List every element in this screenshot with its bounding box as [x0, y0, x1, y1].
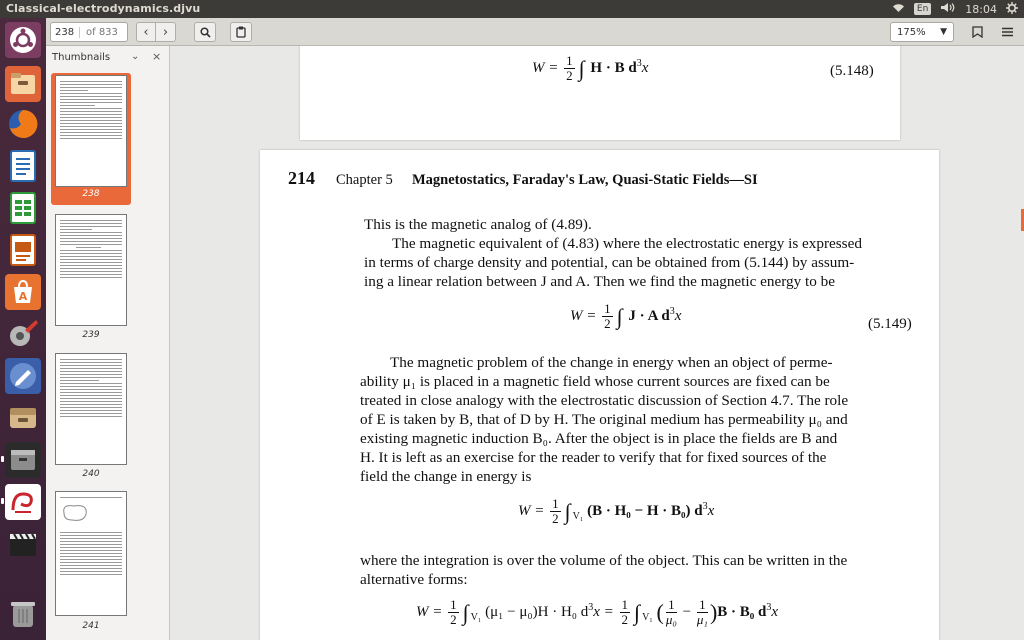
previous-page-button[interactable] [136, 22, 156, 42]
document-view[interactable] [170, 46, 1024, 640]
thumbnail-page-240[interactable] [51, 351, 131, 483]
launcher-texteditor-button[interactable] [5, 358, 41, 394]
drive-icon [8, 404, 38, 432]
current-page [260, 150, 939, 640]
fraction-half [620, 598, 631, 627]
equation-variable: x [707, 502, 715, 519]
thumbnail-label: 239 [82, 330, 100, 340]
hamburger-menu-icon [1002, 27, 1013, 37]
fraction-half [564, 54, 575, 83]
fraction-half [602, 302, 613, 331]
software-center-icon [10, 279, 36, 305]
launcher-files-button[interactable] [5, 66, 41, 102]
integral-subscript: V₁ [572, 510, 584, 522]
top-panel [0, 0, 1024, 18]
paragraph-line: existing magnetic induction B₀. After the object is in place the fields are B and [360, 430, 838, 447]
file-manager-icon [10, 72, 36, 96]
fraction-half [550, 497, 561, 526]
paragraph-line: ability μ₁ is placed in a magnetic field whose current sources are fixed can be [360, 373, 830, 390]
zoom-select[interactable] [890, 22, 954, 42]
chevron-right-icon: › [162, 24, 169, 40]
fraction-inverse-mu1 [697, 598, 708, 627]
fraction-half [448, 598, 459, 627]
paragraph-line: This is the magnetic analog of (4.89). [364, 216, 592, 233]
fraction-numerator: 1 [450, 597, 457, 612]
equation-superscript: 3 [766, 601, 772, 613]
system-settings-icon [7, 318, 39, 350]
paragraph-line: field the change in energy is [360, 468, 532, 485]
integral-sign: ∫ [462, 599, 469, 625]
equation-variable: x [771, 603, 779, 620]
launcher-software-button[interactable] [5, 274, 41, 310]
fraction-denominator: 2 [552, 511, 559, 526]
equation-superscript: 3 [636, 57, 642, 69]
equation-lhs: W = [518, 502, 549, 519]
chevron-left-icon: ‹ [143, 24, 149, 40]
paragraph-line: The magnetic equivalent of (4.83) where the electrostatic energy is expressed [392, 235, 862, 252]
fraction-denominator: 2 [621, 612, 629, 627]
text-editor-icon [9, 362, 37, 390]
system-tray [892, 1, 1018, 17]
trash-icon [10, 599, 36, 629]
equation-5-149 [570, 302, 681, 331]
svg-text:A: A [18, 290, 28, 303]
thumbnail-image [55, 75, 127, 187]
keyboard-language-badge[interactable]: En [914, 3, 931, 15]
launcher-document-viewer-button[interactable] [5, 484, 41, 520]
impress-presentation-icon [9, 234, 37, 266]
equation-energy-change [518, 497, 714, 526]
page-number: 214 [288, 168, 315, 188]
page-number-input[interactable]: 238 [55, 26, 75, 38]
annotations-button[interactable] [230, 22, 252, 42]
thumbnail-label: 241 [82, 621, 100, 631]
thumbnail-image [55, 353, 127, 465]
close-paren: ) [709, 599, 718, 625]
integral-sign: ∫ [634, 599, 641, 625]
fraction-denominator: 2 [566, 68, 573, 83]
launcher-calc-button[interactable] [5, 190, 41, 226]
paragraph-line: of E is taken by B, that of D by H. The original medium has permeability μ₀ and [360, 411, 848, 428]
launcher-files2-button[interactable] [5, 400, 41, 436]
thumbnails-sidebar [46, 46, 170, 640]
integral-sign: ∫ [564, 498, 571, 524]
find-button[interactable] [194, 22, 216, 42]
paragraph-line: where the integration is over the volume of the object. This can be written in the [360, 552, 848, 569]
equation-lhs: W = [570, 307, 601, 324]
fraction-denominator: μ₁ [696, 612, 708, 627]
firefox-icon [7, 108, 39, 140]
fraction-numerator: 1 [697, 598, 708, 613]
integral-subscript: V₁ [470, 611, 482, 623]
equation-superscript: 3 [669, 305, 675, 317]
launcher-writer-button[interactable] [5, 148, 41, 184]
thumbnail-image [55, 491, 127, 616]
paragraph-line: ing a linear relation between J and A. Then we find the magnetic energy to be [364, 273, 835, 290]
fraction-inverse-mu0 [666, 598, 677, 627]
sidebar-header[interactable]: Thumbnails [52, 52, 111, 63]
wifi-icon[interactable] [892, 3, 905, 16]
integral-subscript: V₁ [642, 611, 653, 623]
launcher-dash-button[interactable] [5, 22, 41, 58]
integral-sign: ∫ [616, 303, 623, 329]
equation-number: (5.149) [868, 316, 912, 332]
fraction-numerator: 1 [621, 597, 629, 612]
open-paren: ( [656, 599, 664, 625]
equation-5-148 [532, 54, 648, 83]
page-total-label: of 833 [79, 27, 118, 38]
active-indicator [1, 498, 4, 504]
settings-gear-icon[interactable] [1006, 2, 1018, 17]
menu-button[interactable] [996, 22, 1018, 42]
equation-body: B · B₀ d [717, 603, 767, 620]
archive-icon [9, 446, 37, 474]
sidebar-dropdown-chevron-icon[interactable]: ⌄ [131, 51, 140, 62]
thumbnail-page-241[interactable] [51, 489, 131, 634]
equation-variable: x [641, 59, 649, 76]
fraction-numerator: 1 [666, 598, 677, 613]
equation-number: (5.148) [830, 63, 874, 79]
paragraph-line: The magnetic problem of the change in energy when an object of perme- [390, 354, 833, 371]
equation-variable: x [674, 307, 682, 324]
paragraph-line: in terms of charge density and potential, can be obtained from (5.144) by assum- [364, 254, 855, 271]
chapter-label: Chapter 5 [336, 172, 393, 188]
search-icon [200, 27, 211, 38]
equation-superscript: 3 [588, 601, 594, 613]
sidebar-close-icon[interactable]: × [152, 50, 162, 63]
fraction-numerator: 1 [566, 53, 573, 68]
equation-alternative-forms: W = $\frac{1}{2}$ ∫ $_{V_1}$ (μ₁ − μ₀)H · H₀ $d^3x$ = $\frac{1}{2}$ ∫ $_{V_1}$ ( $\frac{1}{\text{μ₀}}$ − $\frac{1}{\text{μ₁}})B \cdot B_0$ $d^3x$ [416, 597, 779, 627]
paragraph-line: alternative forms: [360, 571, 468, 588]
launcher-video-button[interactable] [5, 526, 41, 562]
equation-body: (B · H₀ − H · B₀) d [587, 502, 703, 519]
thumbnail-label: 238 [82, 189, 100, 199]
ubuntu-logo-icon [9, 26, 37, 54]
equation-superscript: 3 [702, 500, 708, 512]
launcher-archive-button[interactable] [5, 442, 41, 478]
running-indicator [1, 456, 4, 462]
calc-spreadsheet-icon [9, 192, 37, 224]
paragraph-line: H. It is left as an exercise for the reader to verify that for fixed sources of the [360, 449, 827, 466]
previous-page [300, 46, 900, 140]
fraction-denominator: μ₀ [665, 612, 677, 627]
thumbnail-image [55, 214, 127, 326]
writer-document-icon [9, 150, 37, 182]
launcher-firefox-button[interactable] [5, 106, 41, 142]
equation-variable: x = [593, 603, 618, 620]
bookmark-button[interactable] [966, 22, 988, 42]
zoom-value: 175% [897, 26, 926, 38]
fraction-numerator: 1 [604, 301, 611, 316]
chapter-title: Magnetostatics, Faraday's Law, Quasi-Static Fields—SI [412, 172, 758, 188]
equation-lhs: W = [532, 59, 563, 76]
next-page-button[interactable] [156, 22, 176, 42]
window-title: Classical-electrodynamics.djvu [6, 2, 201, 15]
thumbnail-page-238[interactable] [51, 73, 131, 205]
fraction-denominator: 2 [450, 612, 457, 627]
launcher [0, 18, 46, 640]
fraction-denominator: 2 [604, 316, 611, 331]
clipboard-icon [236, 26, 246, 38]
page-selector[interactable] [50, 22, 128, 42]
thumbnail-page-239[interactable] [51, 212, 131, 344]
fraction-numerator: 1 [552, 496, 559, 511]
toolbar [46, 18, 1024, 46]
launcher-settings-button[interactable] [5, 316, 41, 352]
clock[interactable]: 18:04 [965, 2, 997, 16]
video-clapper-icon [8, 530, 38, 558]
equation-body: J · A d [628, 307, 670, 324]
volume-icon[interactable] [940, 2, 956, 16]
bookmark-icon [972, 26, 983, 38]
document-viewer-icon [9, 488, 37, 516]
launcher-trash-button[interactable] [5, 596, 41, 632]
paragraph-line: treated in close analogy with the electrostatic discussion of Section 4.7. The role [360, 392, 849, 409]
equation-body: H · B d [590, 59, 637, 76]
equation-body: (μ₁ − μ₀)H · H₀ d [485, 603, 589, 620]
thumbnail-label: 240 [82, 469, 100, 479]
integral-sign: ∫ [578, 55, 585, 81]
equation-lhs: W = [416, 603, 447, 620]
launcher-impress-button[interactable] [5, 232, 41, 268]
chevron-down-icon: ▼ [940, 27, 947, 37]
